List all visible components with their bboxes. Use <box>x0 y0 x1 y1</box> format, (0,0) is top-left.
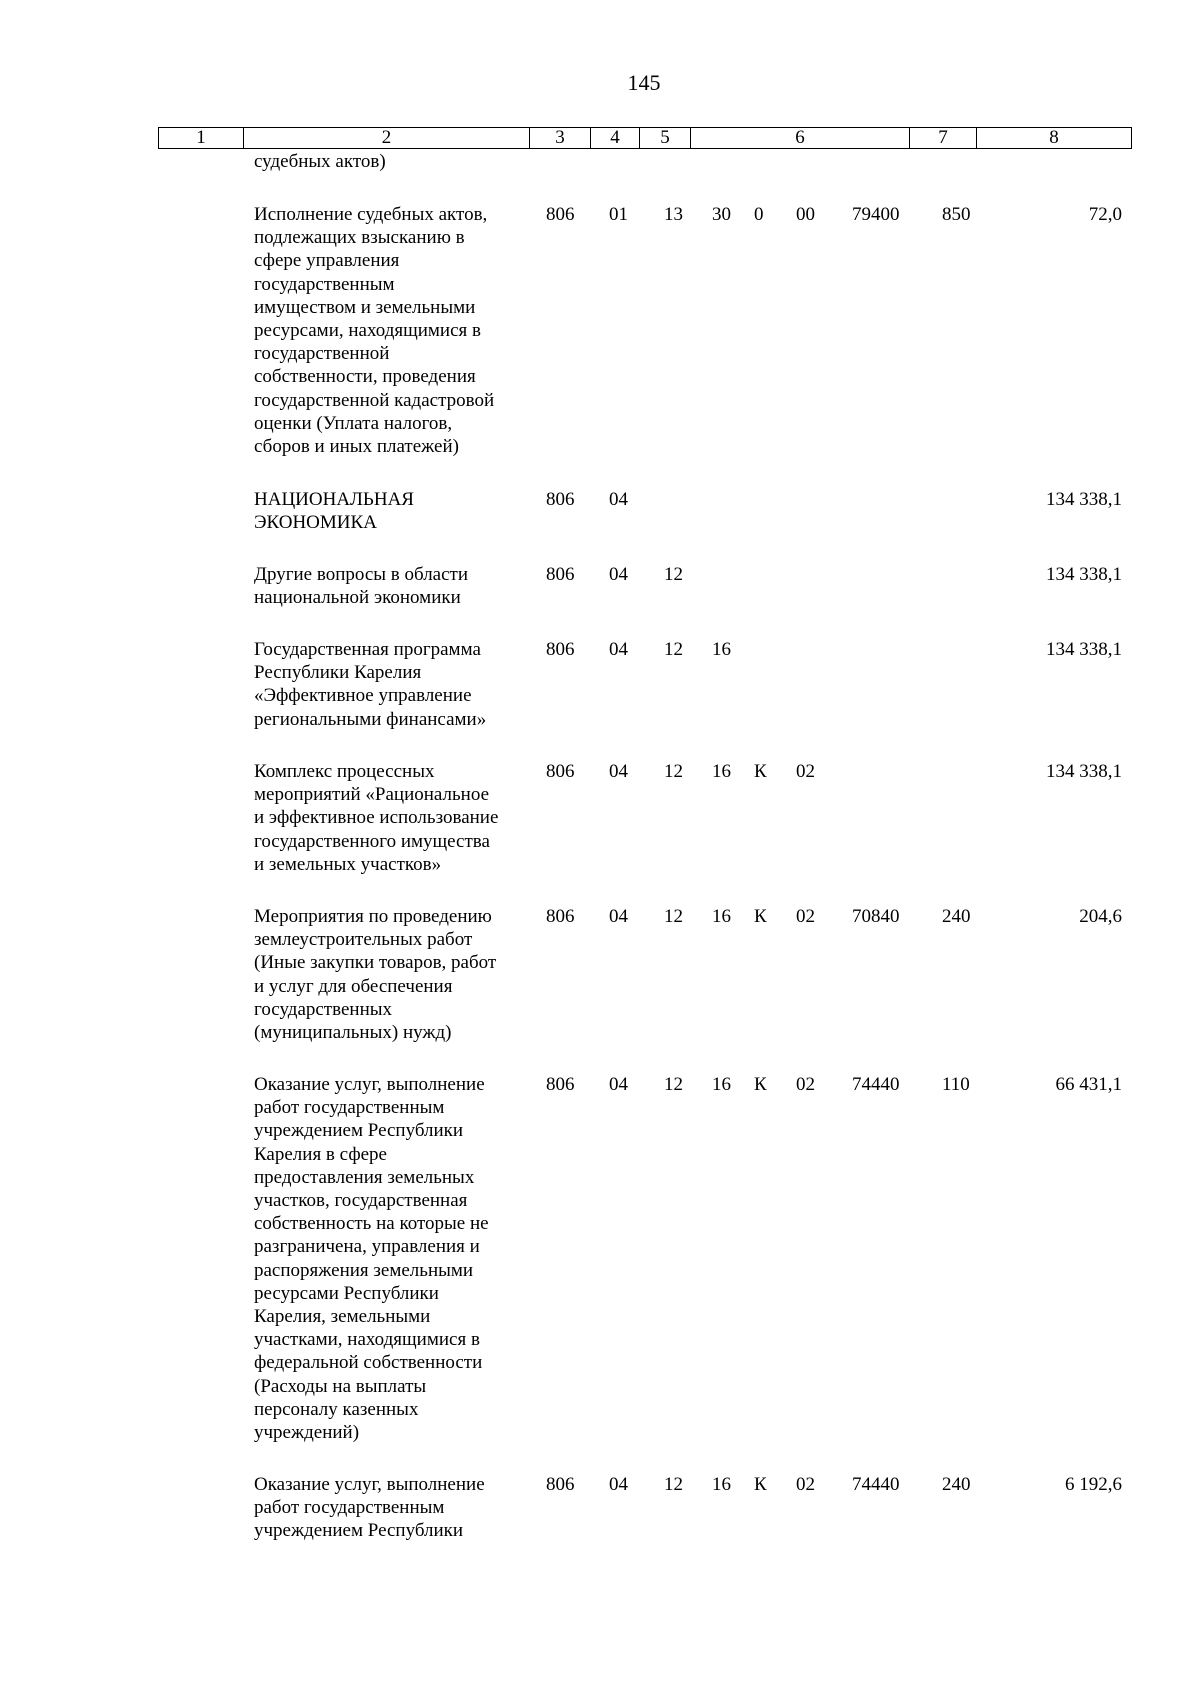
table-row <box>0 905 1200 1073</box>
cell-col-6-program: 16 <box>712 1074 731 1095</box>
cell-col-3: 806 <box>546 906 575 927</box>
cell-col-6-sub: К <box>754 1074 767 1095</box>
cell-col-6-direction: 74440 <box>852 1474 900 1495</box>
cell-col-8-amount: 204,6 <box>1079 906 1122 927</box>
cell-col-5: 12 <box>664 1474 683 1495</box>
cell-col-4: 04 <box>609 761 628 782</box>
cell-col-5: 12 <box>664 761 683 782</box>
cell-col-3: 806 <box>546 564 575 585</box>
cell-col-3: 806 <box>546 639 575 660</box>
cell-col-6-program: 16 <box>712 639 731 660</box>
cell-col-3: 806 <box>546 489 575 510</box>
table-row <box>0 638 1200 760</box>
row-description: Исполнение судебных актов, подлежащих взысканию в сфере управления государственным имуществом и земельными ресурсами, находящимися в государственной собственности, проведения государственной кадастровой оценки (Уплата налогов, сборов и иных платежей) <box>254 204 495 458</box>
cell-col-6-sub: К <box>754 1474 767 1495</box>
cell-col-7: 240 <box>942 906 971 927</box>
cell-col-6-group: 00 <box>796 204 815 225</box>
page-number: 145 <box>627 70 661 95</box>
cell-col-4: 01 <box>609 204 628 225</box>
row-description: Мероприятия по проведению землеустроительных работ (Иные закупки товаров, работ и услуг для обеспечения государственных (муниципальных) нужд) <box>254 906 497 1044</box>
header-col-7: 7 <box>910 128 977 149</box>
cell-col-5: 13 <box>664 204 683 225</box>
cell-col-6-direction: 79400 <box>852 204 900 225</box>
cell-col-5: 12 <box>664 1074 683 1095</box>
cell-col-6-group: 02 <box>796 1474 815 1495</box>
header-col-8: 8 <box>977 128 1132 149</box>
table-row <box>0 203 1200 488</box>
cell-col-6-program: 30 <box>712 204 731 225</box>
cell-col-6-program: 16 <box>712 1474 731 1495</box>
cell-col-7: 850 <box>942 204 971 225</box>
cell-col-3: 806 <box>546 1074 575 1095</box>
cell-col-6-program: 16 <box>712 761 731 782</box>
header-col-4: 4 <box>591 128 640 149</box>
cell-col-8-amount: 66 431,1 <box>1055 1074 1122 1095</box>
cell-col-8-amount: 134 338,1 <box>1046 564 1122 585</box>
budget-table-body <box>0 150 1200 1553</box>
cell-col-6-group: 02 <box>796 761 815 782</box>
cell-col-4: 04 <box>609 564 628 585</box>
cell-col-6-group: 02 <box>796 1074 815 1095</box>
row-description: Государственная программа Республики Карелия «Эффективное управление региональными финансами» <box>254 639 487 730</box>
table-row <box>0 563 1200 638</box>
table-row <box>0 488 1200 563</box>
header-col-1: 1 <box>159 128 244 149</box>
cell-col-6-sub: К <box>754 906 767 927</box>
cell-col-3: 806 <box>546 761 575 782</box>
column-number-header <box>158 127 1132 149</box>
cell-col-5: 12 <box>664 639 683 660</box>
cell-col-8-amount: 134 338,1 <box>1046 639 1122 660</box>
cell-col-3: 806 <box>546 204 575 225</box>
cell-col-6-sub: 0 <box>754 204 764 225</box>
table-row <box>0 760 1200 905</box>
cell-col-8-amount: 6 192,6 <box>1065 1474 1122 1495</box>
table-row <box>0 1473 1200 1553</box>
cell-col-7: 240 <box>942 1474 971 1495</box>
table-row <box>0 150 1200 203</box>
cell-col-4: 04 <box>609 1474 628 1495</box>
cell-col-3: 806 <box>546 1474 575 1495</box>
cell-col-8-amount: 134 338,1 <box>1046 489 1122 510</box>
header-col-5: 5 <box>640 128 691 149</box>
table-row <box>0 1073 1200 1473</box>
row-description: Оказание услуг, выполнение работ государственным учреждением Республики <box>254 1474 485 1542</box>
row-description: НАЦИОНАЛЬНАЯ ЭКОНОМИКА <box>254 489 414 534</box>
cell-col-7: 110 <box>942 1074 970 1095</box>
cell-col-4: 04 <box>609 639 628 660</box>
row-description: Комплекс процессных мероприятий «Рациональное и эффективное использование государственного имущества и земельных участков» <box>254 761 499 875</box>
row-description: Другие вопросы в области национальной экономики <box>254 564 469 609</box>
row-description: Оказание услуг, выполнение работ государственным учреждением Республики Карелия в сфере предоставления земельных участков, государственная собственность на которые не разграничена, управления и распоряжения земельными ресурсами Республики Карелия, земельными участками, находящимися в федеральной собственности (Расходы на выплаты персоналу казенных учреждений) <box>254 1074 489 1444</box>
cell-col-4: 04 <box>609 906 628 927</box>
cell-col-5: 12 <box>664 564 683 585</box>
cell-col-8-amount: 134 338,1 <box>1046 761 1122 782</box>
cell-col-5: 12 <box>664 906 683 927</box>
cell-col-6-program: 16 <box>712 906 731 927</box>
cell-col-6-sub: К <box>754 761 767 782</box>
header-col-2: 2 <box>244 128 530 149</box>
cell-col-8-amount: 72,0 <box>1088 204 1122 225</box>
header-col-3: 3 <box>530 128 591 149</box>
cell-col-6-direction: 74440 <box>852 1074 900 1095</box>
cell-col-6-group: 02 <box>796 906 815 927</box>
row-description: судебных актов) <box>254 151 386 172</box>
cell-col-4: 04 <box>609 489 628 510</box>
header-col-6: 6 <box>691 128 910 149</box>
cell-col-6-direction: 70840 <box>852 906 900 927</box>
cell-col-4: 04 <box>609 1074 628 1095</box>
